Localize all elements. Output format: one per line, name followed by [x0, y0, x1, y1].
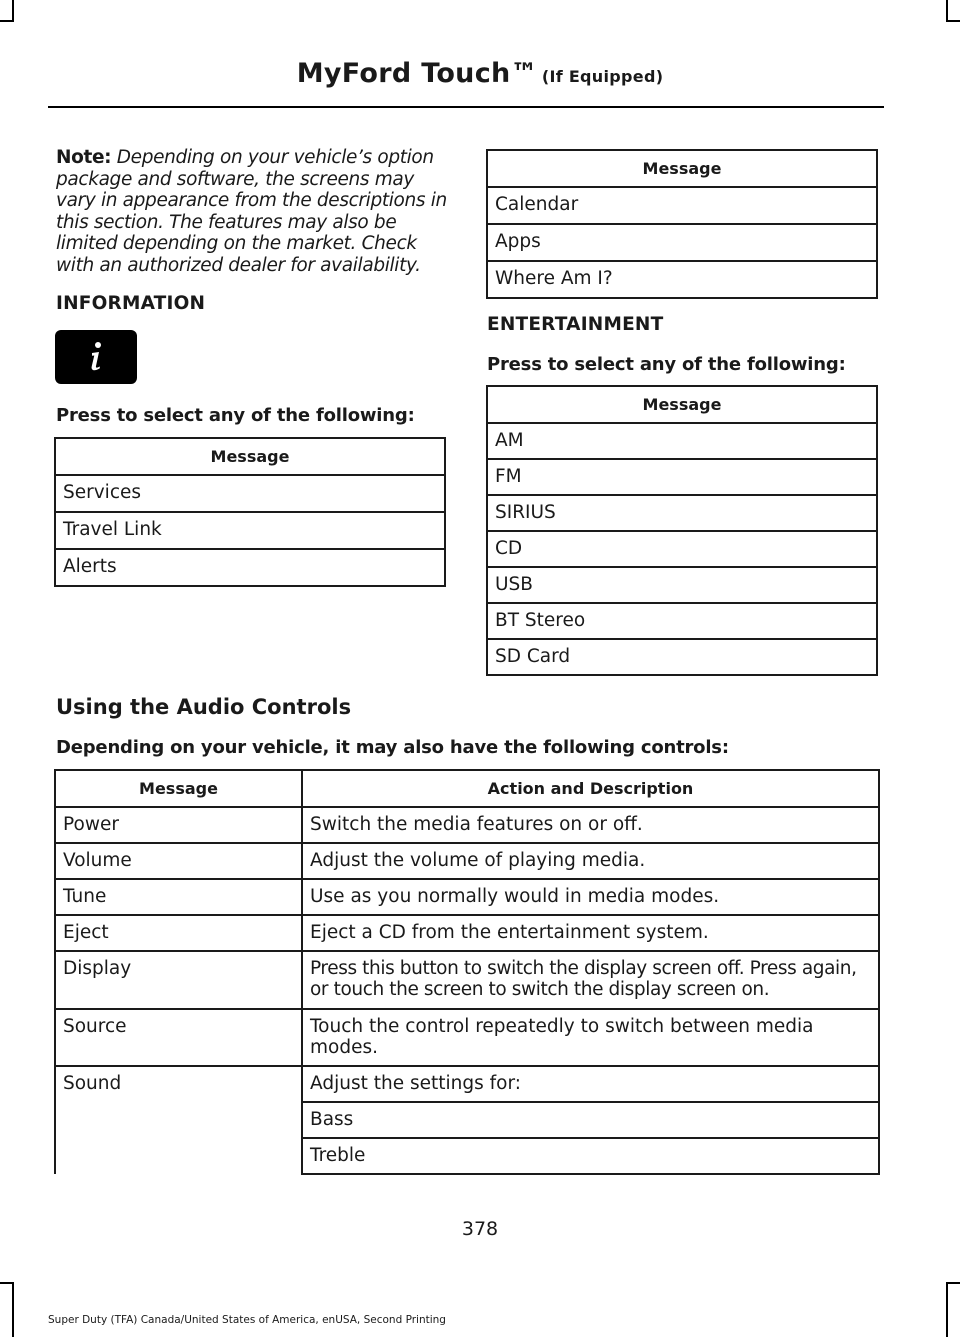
action-cell: Use as you normally would in media modes.	[302, 879, 879, 915]
entertainment-table	[486, 385, 878, 676]
table-row: Services	[55, 475, 445, 512]
message-cell: Tune	[55, 879, 302, 915]
header-title: MyFord Touch™	[296, 58, 538, 89]
crop-mark	[0, 1282, 14, 1284]
table-header-message: Message	[55, 770, 302, 807]
table-header: Message	[55, 438, 445, 475]
table-row	[55, 1009, 879, 1066]
message-cell: Source	[55, 1009, 302, 1066]
table-row	[55, 843, 879, 879]
entertainment-lead: Press to select any of the following:	[487, 354, 846, 375]
table-row: AM	[487, 423, 877, 459]
note-label: Note:	[56, 147, 112, 168]
table-row: SIRIUS	[487, 495, 877, 531]
information-heading: INFORMATION	[56, 293, 206, 314]
note-paragraph	[56, 147, 452, 276]
footer-text: Super Duty (TFA) Canada/United States of America, enUSA, Second Printing	[48, 1314, 446, 1326]
page-number: 378	[461, 1218, 499, 1240]
action-cell: Adjust the volume of playing media.	[302, 843, 879, 879]
table-row	[55, 1066, 879, 1102]
action-cell: Switch the media features on or off.	[302, 807, 879, 843]
note-text: Depending on your vehicle’s option package and software, the screens may vary in appearance from the descriptions in this section. The features may also be limited depending on the market. Check with an authorized dealer for availability.	[56, 147, 447, 276]
crop-mark	[946, 1282, 960, 1284]
table-row	[55, 915, 879, 951]
action-subcell: Treble	[302, 1138, 879, 1174]
table-row: Alerts	[55, 549, 445, 586]
table-row: FM	[487, 459, 877, 495]
header-rule	[48, 106, 884, 108]
action-cell: Adjust the settings for:	[302, 1066, 879, 1102]
table-row	[55, 807, 879, 843]
action-subcell: Bass	[302, 1102, 879, 1138]
information-icon	[55, 330, 137, 384]
action-cell: Eject a CD from the entertainment system.	[302, 915, 879, 951]
table-row	[55, 951, 879, 1009]
crop-mark	[946, 20, 960, 22]
table-row: SD Card	[487, 639, 877, 675]
message-cell: Eject	[55, 915, 302, 951]
entertainment-heading: ENTERTAINMENT	[487, 314, 664, 335]
crop-mark	[0, 20, 14, 22]
message-cell: Display	[55, 951, 302, 1009]
message-cell: Volume	[55, 843, 302, 879]
audio-controls-lead: Depending on your vehicle, it may also have the following controls:	[56, 737, 729, 758]
information-continued-table	[486, 149, 878, 299]
message-cell: Sound	[55, 1066, 302, 1174]
crop-mark	[946, 0, 948, 20]
table-row: BT Stereo	[487, 603, 877, 639]
information-table	[54, 437, 446, 587]
message-cell: Power	[55, 807, 302, 843]
action-cell: Press this button to switch the display screen off. Press again, or touch the screen to switch the display screen on.	[302, 951, 879, 1009]
table-row: USB	[487, 567, 877, 603]
action-cell: Touch the control repeatedly to switch between media modes.	[302, 1009, 879, 1066]
crop-mark	[12, 0, 14, 20]
table-header: Message	[487, 386, 877, 423]
header-subtitle: (If Equipped)	[541, 67, 664, 86]
information-lead: Press to select any of the following:	[56, 405, 415, 426]
information-glyph	[86, 340, 106, 374]
table-header: Message	[487, 150, 877, 187]
table-row: CD	[487, 531, 877, 567]
audio-controls-table	[54, 769, 880, 1175]
table-row: Calendar	[487, 187, 877, 224]
crop-mark	[946, 1282, 948, 1337]
crop-mark	[12, 1282, 14, 1337]
table-row: Apps	[487, 224, 877, 261]
audio-controls-heading: Using the Audio Controls	[56, 695, 352, 719]
table-row: Where Am I?	[487, 261, 877, 298]
table-row	[55, 879, 879, 915]
page-header	[0, 58, 960, 89]
table-row: Travel Link	[55, 512, 445, 549]
table-header-action: Action and Description	[302, 770, 879, 807]
